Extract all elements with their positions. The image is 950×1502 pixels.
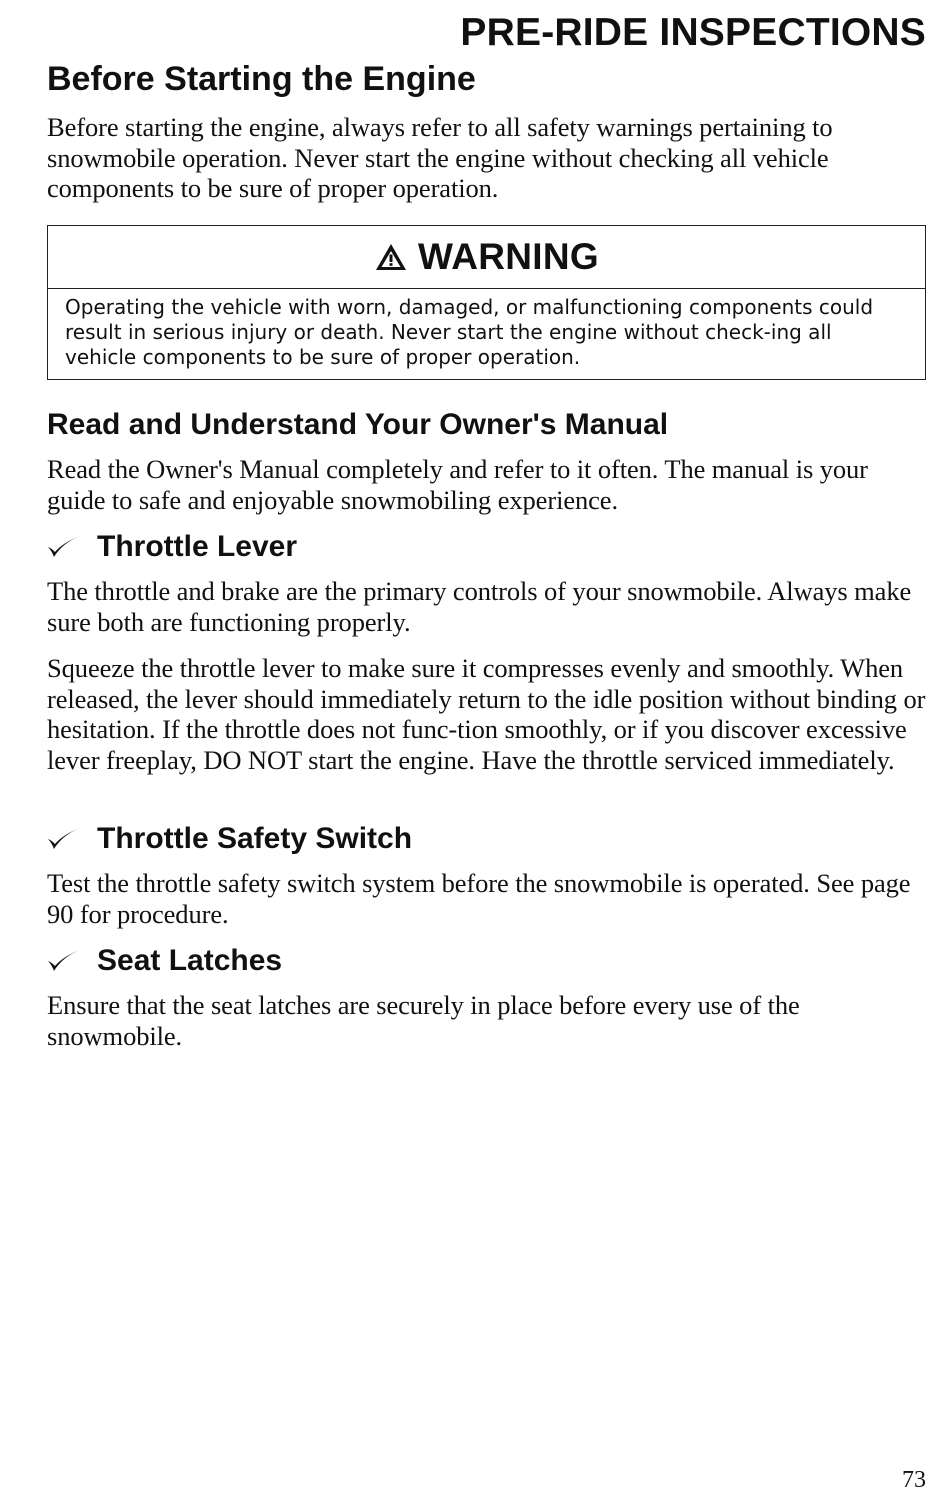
section-title: PRE-RIDE INSPECTIONS — [460, 11, 926, 54]
warning-triangle-icon — [374, 242, 408, 272]
throttle-safety-switch-title: Throttle Safety Switch — [97, 822, 413, 855]
before-starting-heading: Before Starting the Engine — [47, 60, 476, 98]
owners-manual-body: Read the Owner's Manual completely and refer to it often. The manual is your guide to safe and enjoyable snowmobiling experience. — [47, 454, 868, 515]
warning-label: WARNING — [418, 236, 599, 277]
throttle-lever-title: Throttle Lever — [97, 530, 298, 563]
seat-latches-title: Seat Latches — [97, 944, 283, 977]
warning-box — [47, 225, 926, 380]
throttle-safety-switch-heading — [47, 821, 412, 857]
owners-manual-heading: Read and Understand Your Owner's Manual — [47, 408, 669, 441]
checkmark-icon — [47, 827, 81, 851]
checkmark-icon — [47, 949, 81, 973]
warning-text: Operating the vehicle with worn, damaged, or malfunctioning components could result in serious injury or death. Never start the engine without check-ing all vehicle components to be sure of proper operation. — [65, 295, 874, 369]
checkmark-icon — [47, 535, 81, 559]
throttle-lever-heading — [47, 529, 297, 565]
throttle-lever-body-1: The throttle and brake are the primary controls of your snowmobile. Always make sure both are functioning properly. — [47, 576, 912, 637]
page-number: 73 — [902, 1467, 926, 1493]
seat-latches-heading — [47, 943, 282, 979]
before-starting-body: Before starting the engine, always refer to all safety warnings pertaining to snowmobile operation. Never start the engine without checking all vehicle components to be sure of proper operation. — [47, 112, 833, 203]
throttle-safety-switch-body: Test the throttle safety switch system before the snowmobile is operated. See page 90 for procedure. — [47, 868, 911, 929]
seat-latches-body: Ensure that the seat latches are securely in place before every use of the snowmobile. — [47, 990, 800, 1051]
throttle-lever-body-2: Squeeze the throttle lever to make sure it compresses evenly and smoothly. When released, the lever should immediately return to the idle position without binding or hesitation. If the throttle does not func-tion smoothly, or if you discover excessive lever freeplay, DO NOT start the engine. Have the throttle serviced immediately. — [47, 653, 926, 775]
warning-header — [48, 226, 925, 289]
